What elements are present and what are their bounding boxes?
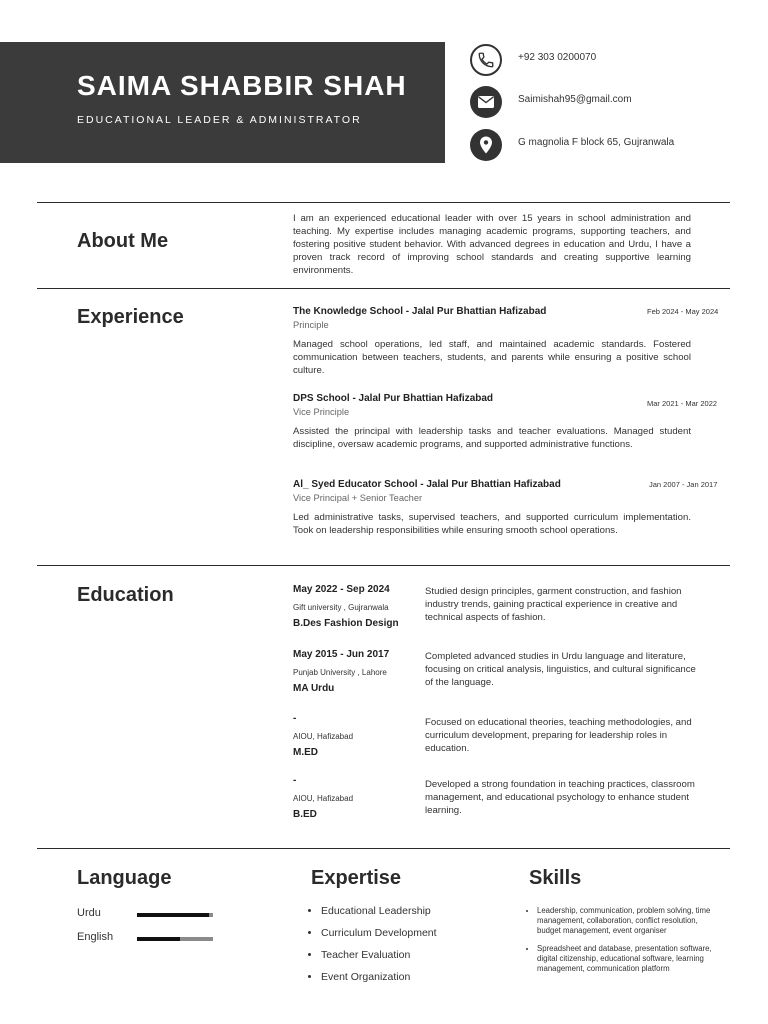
education-entry [293,775,733,835]
job-desc: Assisted the principal with leadership tasks and teacher evaluations. Managed student discipline, oversaw academic programs, and supported administrative functions. [293,426,691,450]
job-entry [293,393,723,452]
phone-icon [470,44,502,76]
edu-school: Gift university , Gujranwala [293,603,389,612]
job-entry [293,479,723,538]
edu-date: - [293,775,297,786]
job-org: The Knowledge School - Jalal Pur Bhattian Hafizabad [293,306,547,317]
location-icon [470,129,502,161]
job-entry [293,306,723,378]
divider [37,565,730,566]
list-item: • Teacher Evaluation [321,949,437,971]
mail-icon [470,86,502,118]
job-desc: Led administrative tasks, supervised teachers, and supported curriculum implementation. Took on leadership responsibilities while ensuring smooth school operations. [293,512,691,536]
list-item: • Curriculum Development [321,927,437,949]
divider [37,202,730,203]
contact-phone-text: +92 303 0200070 [518,52,597,63]
contact-phone [470,44,750,76]
education-title: Education [77,584,174,606]
expertise-title: Expertise [311,867,402,889]
list-item: • Spreadsheet and database, presentation software, digital citizenship, educational software, learning management, communication platform [537,944,712,973]
language-item [77,931,217,947]
job-title: Vice Principal + Senior Teacher [293,493,423,503]
edu-degree: MA Urdu [293,683,335,694]
job-date: Jan 2007 - Jan 2017 [649,480,718,489]
list-item: • Leadership, communication, problem solving, time management, collaboration, conflict resolution, budget management, event organiser [537,906,712,935]
contact-address-text: G magnolia F block 65, Gujranwala [518,137,675,148]
language-level-bar [137,913,213,917]
edu-degree: B.Des Fashion Design [293,618,399,629]
contact-email-text[interactable]: Saimishah95@gmail.com [518,94,632,105]
experience-title: Experience [77,306,184,328]
contact-email [470,86,750,118]
edu-degree: M.ED [293,747,318,758]
language-name: English [77,931,114,943]
edu-desc: Developed a strong foundation in teaching practices, classroom management, and educational psychology to enhance student learning. [425,779,695,816]
resume-name: SAIMA SHABBIR SHAH [77,70,407,101]
expertise-list [303,905,437,993]
divider [37,288,730,289]
job-date: Mar 2021 - Mar 2022 [647,399,718,408]
language-name: Urdu [77,907,101,919]
job-title: Vice Principle [293,407,350,417]
language-title: Language [77,867,172,889]
name-header [0,42,445,163]
job-date: Feb 2024 - May 2024 [647,307,719,316]
job-title: Principle [293,320,329,330]
list-item: • Educational Leadership [321,905,437,927]
job-org: DPS School - Jalal Pur Bhattian Hafizabad [293,393,494,404]
education-entry [293,713,733,773]
language-level-bar [137,937,213,941]
edu-desc: Studied design principles, garment construction, and fashion industry trends, gaining practical experience in creative and technical aspects of fashion. [425,586,682,623]
edu-date: May 2015 - Jun 2017 [293,649,390,660]
divider [37,848,730,849]
edu-school: Punjab University , Lahore [293,668,387,677]
about-title: About Me [77,230,169,252]
edu-school: AIOU, Hafizabad [293,732,354,741]
edu-school: AIOU, Hafizabad [293,794,354,803]
edu-date: May 2022 - Sep 2024 [293,584,390,595]
edu-desc: Focused on educational theories, teaching methodologies, and curriculum development, preparing for leadership roles in education. [425,717,692,754]
contact-address [470,129,750,161]
skills-list [520,906,712,983]
job-org: Al_ Syed Educator School - Jalal Pur Bhattian Hafizabad [293,479,561,490]
edu-date: - [293,713,297,724]
edu-degree: B.ED [293,809,317,820]
job-desc: Managed school operations, led staff, and maintained academic standards. Fostered communication between teachers, students, and parents while ensuring a positive school culture. [293,339,691,376]
resume-role: EDUCATIONAL LEADER & ADMINISTRATOR [77,114,362,126]
skills-title: Skills [529,867,582,889]
about-text: I am an experienced educational leader with over 15 years in school administration and teaching. My expertise includes managing academic programs, supporting teachers, and fostering positive student behavior. With advanced degrees in education and Urdu, I have a proven track record of improving school standards and creating supportive learning environments. [293,213,691,276]
education-entry [293,649,733,709]
edu-desc: Completed advanced studies in Urdu language and literature, focusing on critical analysis, linguistics, and cultural significance of the language. [425,651,696,688]
language-item [77,907,217,923]
education-entry [293,584,733,644]
list-item: • Event Organization [321,971,437,993]
